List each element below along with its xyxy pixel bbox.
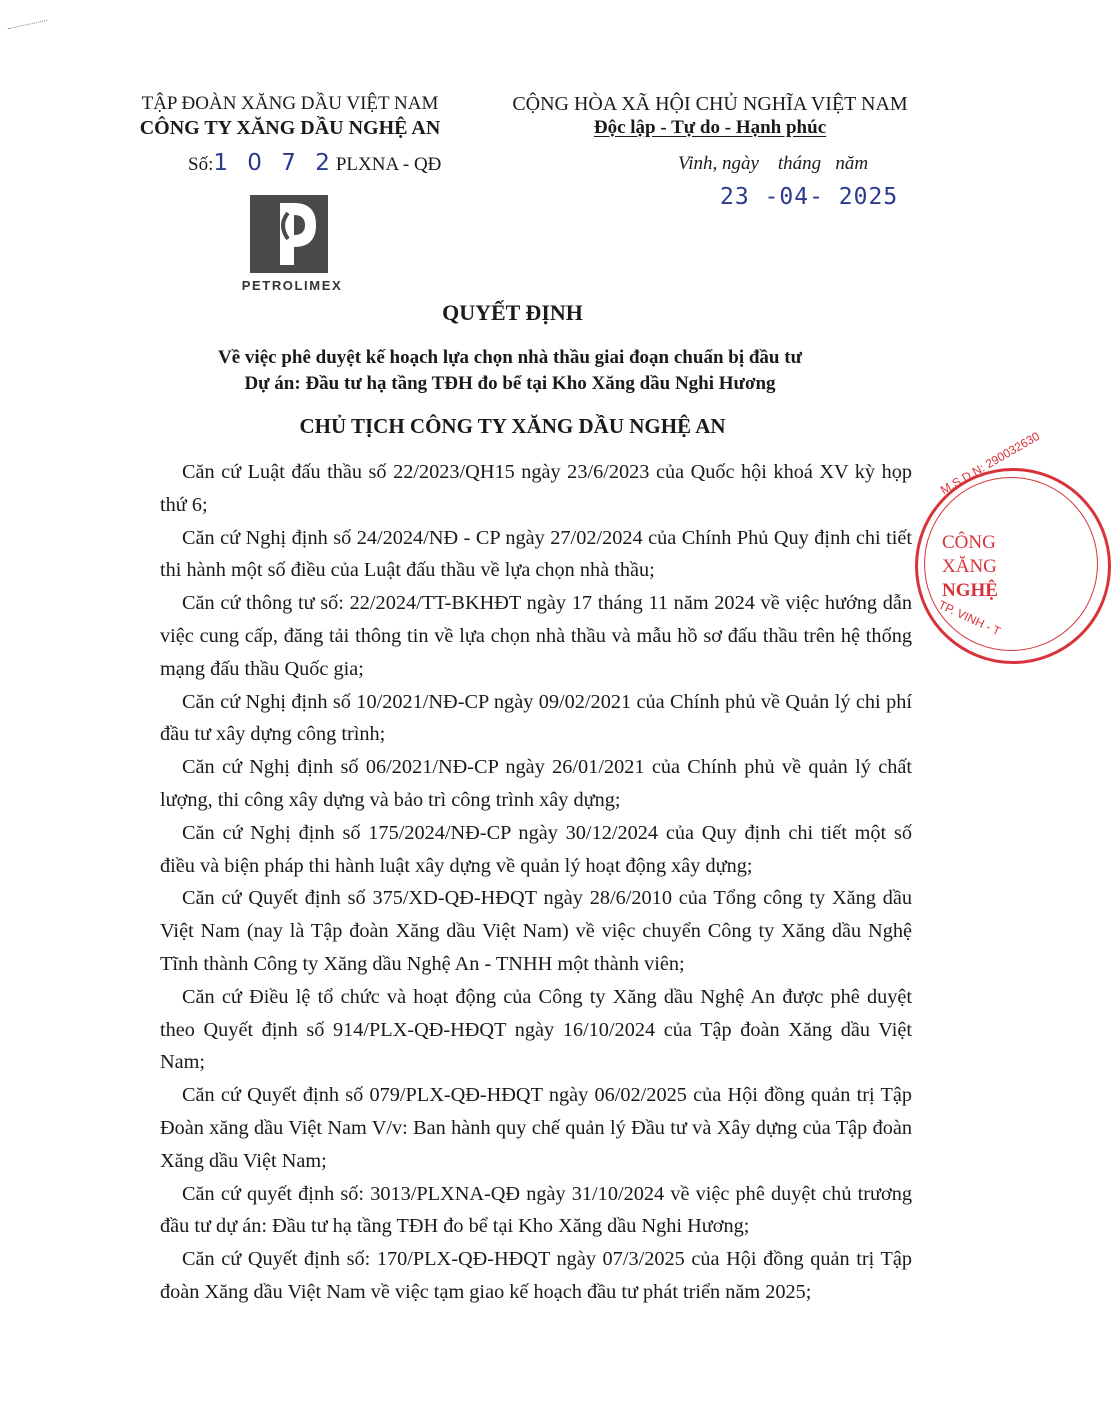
legal-basis-item: Căn cứ thông tư số: 22/2024/TT-BKHĐT ngày 17 tháng 11 năm 2024 về việc hướng dẫn việc cung cấp, đăng tải thông tin về lựa chọn nhà thầu và mẫu hồ sơ đấu thầu trên hệ thống mạng đấu thầu Quốc gia;	[160, 592, 912, 680]
country-name: CỘNG HÒA XÃ HỘI CHỦ NGHĨA VIỆT NAM	[512, 93, 908, 115]
number-suffix: PLXNA - QĐ	[335, 154, 442, 175]
parent-org: TẬP ĐOÀN XĂNG DẦU VIỆT NAM	[141, 93, 439, 114]
issuing-authority: CHỦ TỊCH CÔNG TY XĂNG DẦU NGHỆ AN	[299, 414, 726, 438]
motto: Độc lập - Tự do - Hạnh phúc	[593, 117, 827, 138]
legal-basis-item: Căn cứ Nghị định số 175/2024/NĐ-CP ngày 30/12/2024 của Quy định chi tiết một số điều và biện pháp thi hành luật xây dựng về quản lý hoạt động xây dựng;	[160, 821, 912, 877]
document-title: QUYẾT ĐỊNH	[442, 300, 583, 325]
legal-basis-list	[160, 456, 912, 1309]
subject-line-2: Dự án: Đầu tư hạ tầng TĐH đo bể tại Kho Xăng dầu Nghi Hương	[244, 373, 776, 394]
legal-basis-item: Căn cứ Quyết định số: 170/PLX-QĐ-HĐQT ngày 07/3/2025 của Hội đồng quản trị Tập đoàn Xăng dầu Việt Nam về việc tạm giao kế hoạch đầu tư phát triển năm 2025;	[160, 1248, 912, 1303]
logo-wordmark: PETROLIMEX	[241, 278, 343, 293]
scan-mark	[8, 20, 49, 35]
handwritten-number: 1 0 7 2	[213, 150, 336, 176]
seal-line-3: NGHỆ	[942, 580, 998, 601]
number-label: Số:	[188, 154, 214, 175]
document-number	[188, 150, 441, 176]
national-motto-block	[490, 92, 930, 140]
legal-basis-item: Căn cứ Quyết định số 375/XD-QĐ-HĐQT ngày 28/6/2010 của Tổng công ty Xăng dầu Việt Nam (nay là Tập đoàn Xăng dầu Việt Nam) về việc chuyển Công ty Xăng dầu Nghệ Tĩnh thành Công ty Xăng dầu Nghệ An - TNHH một thành viên;	[160, 887, 912, 975]
seal-line-1: CÔNG	[942, 532, 996, 553]
company-seal-icon	[915, 428, 1111, 664]
legal-basis-item: Căn cứ quyết định số: 3013/PLXNA-QĐ ngày 31/10/2024 về việc phê duyệt chủ trương đầu tư dự án: Đầu tư hạ tầng TĐH đo bể tại Kho Xăng dầu Nghi Hương;	[160, 1182, 912, 1238]
legal-basis-item: Căn cứ Nghị định số 10/2021/NĐ-CP ngày 09/02/2021 của Chính phủ về Quản lý chi phí đầu tư xây dựng công trình;	[160, 690, 912, 746]
legal-basis-item: Căn cứ Quyết định số 079/PLX-QĐ-HĐQT ngày 06/02/2025 của Hội đồng quản trị Tập Đoàn xăng dầu Việt Nam V/v: Ban hành quy chế quản lý Đầu tư và Xây dựng của Tập đoàn Xăng dầu Việt Nam;	[160, 1084, 912, 1172]
legal-basis-item: Căn cứ Nghị định số 24/2024/NĐ - CP ngày 27/02/2024 của Chính Phủ Quy định chi tiết thi hành một số điều của Luật đấu thầu về lựa chọn nhà thầu;	[160, 526, 912, 582]
subject-line-1: Về việc phê duyệt kế hoạch lựa chọn nhà thầu giai đoạn chuẩn bị đầu tư	[218, 347, 802, 368]
stamped-date: 23 -04- 2025	[720, 184, 899, 210]
seal-ring-bottom: TP. VINH - T	[936, 597, 1003, 639]
company-name: CÔNG TY XĂNG DẦU NGHỆ AN	[139, 117, 441, 139]
place-date: Vinh, ngày tháng năm	[678, 153, 869, 174]
document-subject	[60, 345, 960, 397]
legal-basis-item: Căn cứ Điều lệ tổ chức và hoạt động của Công ty Xăng dầu Nghệ An được phê duyệt theo Quyết định số 914/PLX-QĐ-HĐQT ngày 16/10/2024 của Tập đoàn Xăng dầu Việt Nam;	[160, 985, 912, 1074]
legal-basis-item: Căn cứ Nghị định số 06/2021/NĐ-CP ngày 26/01/2021 của Chính phủ về quản lý chất lượng, thi công xây dựng và bảo trì công trình xây dựng;	[160, 756, 912, 811]
seal-line-2: XĂNG	[942, 556, 997, 577]
seal-ring-text: M.S.D.N: 290032630	[938, 428, 1043, 498]
petrolimex-logo-icon	[250, 195, 328, 273]
seal-inner-text	[942, 531, 998, 603]
legal-basis-item: Căn cứ Luật đấu thầu số 22/2023/QH15 ngày 23/6/2023 của Quốc hội khoá XV kỳ họp thứ 6;	[160, 461, 912, 516]
issuer-block	[100, 92, 480, 140]
